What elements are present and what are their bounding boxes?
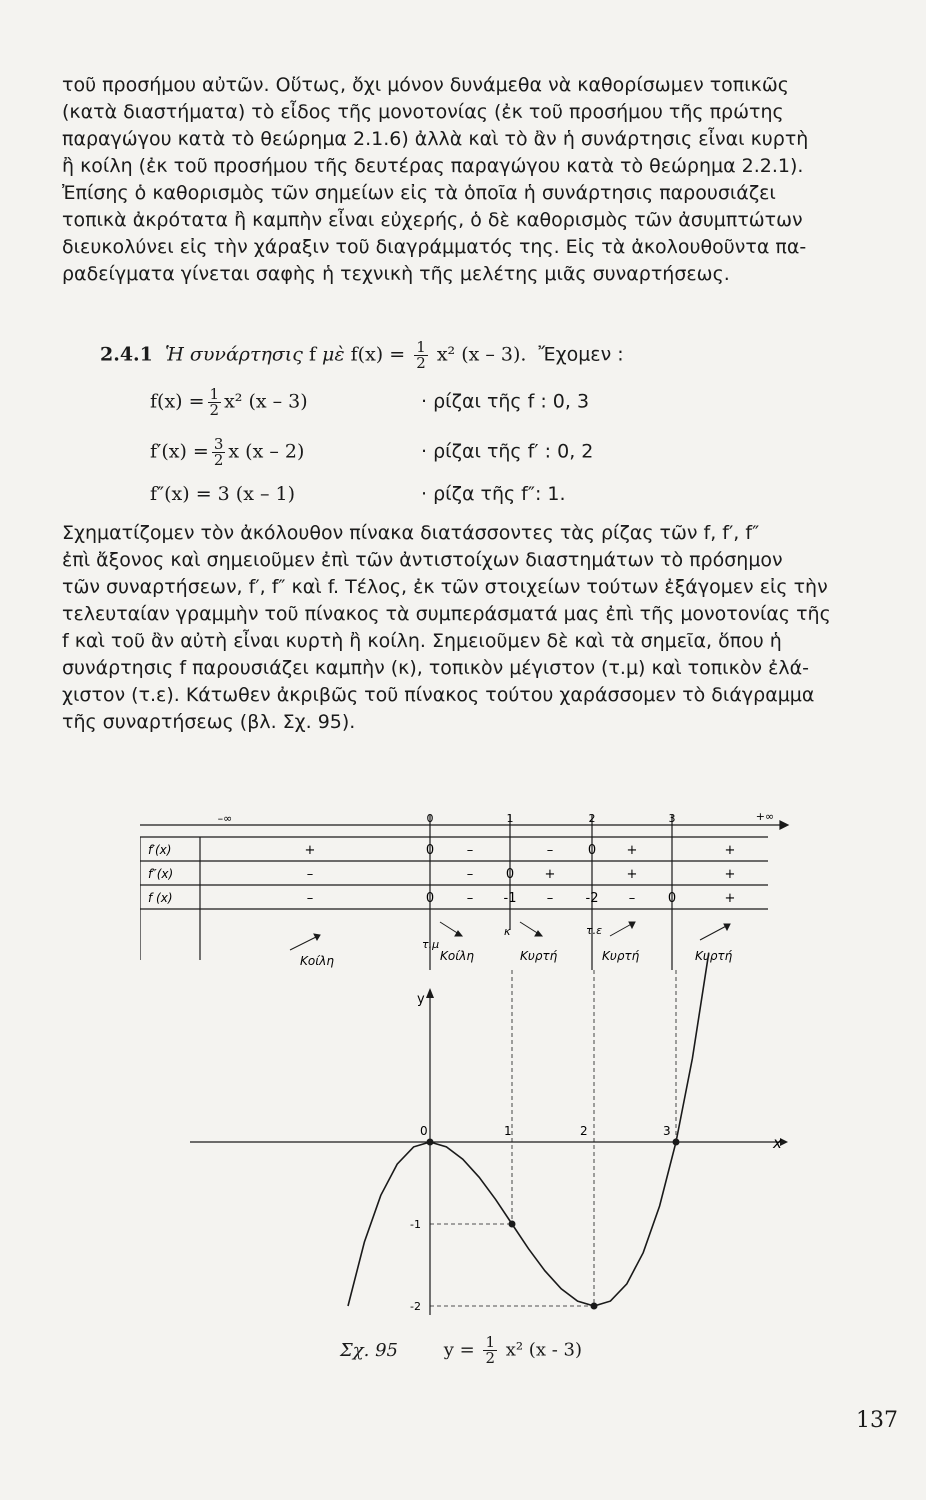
axis-arrow bbox=[780, 821, 788, 829]
text-line: f καὶ τοῦ ἂν αὐτὴ εἶναι κυρτὴ ἢ κοίλη. Σημειοῦμεν δὲ καὶ τὰ σημεῖα, ὅπου ἡ bbox=[62, 630, 782, 652]
svg-text:–: – bbox=[546, 843, 554, 858]
conclusions bbox=[300, 949, 733, 968]
svg-text:+: + bbox=[724, 867, 736, 882]
row-fprime bbox=[305, 843, 736, 858]
marked-point bbox=[673, 1139, 680, 1146]
axis-label-2: 2 bbox=[588, 812, 596, 825]
example-with: μὲ bbox=[322, 343, 345, 366]
x-tick-1: 1 bbox=[504, 1124, 512, 1138]
caption-expr: x² (x - 3) bbox=[505, 1339, 582, 1361]
svg-text:–: – bbox=[466, 843, 474, 858]
example-fx: f(x) = bbox=[350, 343, 406, 366]
equation-fprime: f′(x) = $\frac{3}{2}$ x (x – 2) · ρίζαι τῆς f′ : 0, 2 bbox=[150, 435, 594, 469]
svg-text:0: 0 bbox=[667, 891, 677, 906]
example-echomen: Ἔχομεν : bbox=[538, 343, 624, 366]
equation-f: f(x) = $\frac{1}{2}$ x² (x – 3) · ρίζαι τῆς f : 0, 3 bbox=[150, 385, 590, 419]
example-heading bbox=[100, 340, 624, 371]
row-f bbox=[307, 891, 736, 906]
example-expr: x² (x – 3). bbox=[436, 343, 527, 366]
svg-text:0: 0 bbox=[425, 891, 435, 906]
figure-caption bbox=[340, 1335, 582, 1366]
svg-text:–: – bbox=[306, 867, 314, 882]
marked-point bbox=[509, 1221, 516, 1228]
y-axis-arrow bbox=[426, 988, 434, 998]
paragraph-1 bbox=[62, 72, 894, 288]
svg-text:+: + bbox=[724, 843, 736, 858]
paragraph-2 bbox=[62, 520, 894, 736]
caption-y: y = bbox=[443, 1339, 475, 1361]
svg-text:0: 0 bbox=[425, 843, 435, 858]
row-label-fprime: f′(x) bbox=[148, 843, 172, 857]
y-tick-minus1: -1 bbox=[410, 1218, 421, 1231]
svg-text:Κυρτή: Κυρτή bbox=[520, 949, 558, 963]
text-line: συνάρτησις f παρουσιάζει καμπὴν (κ), τοπικὸν μέγιστον (τ.μ) καὶ τοπικὸν ἐλά- bbox=[62, 657, 809, 679]
curve-line bbox=[348, 953, 709, 1306]
svg-text:+: + bbox=[626, 867, 638, 882]
svg-text:+: + bbox=[304, 843, 316, 858]
row-label-f: f (x) bbox=[148, 891, 173, 905]
x-tick-3: 3 bbox=[663, 1124, 671, 1138]
roots-fprime: · ρίζαι τῆς f′ : 0, 2 bbox=[421, 440, 594, 463]
roots-fsecond: · ρίζα τῆς f″: 1. bbox=[421, 483, 566, 505]
example-fraction: $\frac{1}{2}$ bbox=[416, 338, 426, 372]
axis-label-0: 0 bbox=[426, 812, 434, 825]
text-line: τελευταίαν γραμμὴν τοῦ πίνακος τὰ συμπεράσματά μας ἐπὶ τῆς μονοτονίας τῆς bbox=[62, 603, 831, 625]
svg-text:+: + bbox=[544, 867, 556, 882]
text-line: Ἐπίσης ὁ καθορισμὸς τῶν σημείων εἰς τὰ ὁποῖα ἡ συνάρτησις παρουσιάζει bbox=[62, 182, 776, 204]
text-line: ἢ κοίλη (ἐκ τοῦ προσήμου τῆς δευτέρας παραγώγου κατὰ τὸ θεώρημα 2.2.1). bbox=[62, 155, 804, 177]
x-axis-label: x bbox=[773, 1134, 782, 1152]
svg-text:+: + bbox=[626, 843, 638, 858]
y-tick-minus2: -2 bbox=[410, 1300, 421, 1313]
row-label-fsecond: f″(x) bbox=[148, 867, 174, 881]
svg-text:Κοίλη: Κοίλη bbox=[300, 954, 334, 968]
svg-text:κ: κ bbox=[504, 925, 511, 938]
marked-point bbox=[591, 1303, 598, 1310]
table-axis-labels bbox=[218, 810, 775, 825]
text-line: τοπικὰ ἀκρότατα ἢ καμπὴν εἶναι εὐχερής, ὁ δὲ καθορισμὸς τῶν ἀσυμπτώτων bbox=[62, 209, 803, 231]
svg-text:+: + bbox=[724, 891, 736, 906]
x-tick-0: 0 bbox=[420, 1124, 428, 1138]
caption-fraction: $\frac{1}{2}$ bbox=[485, 1333, 495, 1367]
svg-text:-2: -2 bbox=[585, 891, 599, 906]
guide-lines bbox=[430, 970, 676, 1306]
example-title: Ἡ συνάρτησις bbox=[164, 343, 303, 366]
text-line: διευκολύνει εἰς τὴν χάραξιν τοῦ διαγράμματός της. Εἰς τὰ ἀκολουθοῦντα πα- bbox=[62, 236, 807, 258]
text-line: τῆς συναρτήσεως (βλ. Σχ. 95). bbox=[62, 711, 356, 733]
axis-label-pos-inf: +∞ bbox=[755, 810, 775, 823]
svg-text:–: – bbox=[466, 867, 474, 882]
row-labels bbox=[148, 843, 173, 905]
svg-text:τ.μ: τ.μ bbox=[422, 938, 440, 951]
func-prefix: f bbox=[308, 343, 316, 366]
caption-label: Σχ. 95 bbox=[340, 1339, 398, 1361]
svg-text:Κυρτή: Κυρτή bbox=[695, 949, 733, 963]
svg-text:–: – bbox=[628, 891, 636, 906]
svg-text:–: – bbox=[306, 891, 314, 906]
y-axis-label: y bbox=[417, 992, 425, 1007]
marked-point bbox=[427, 1139, 434, 1146]
text-line: χιστον (τ.ε). Κάτωθεν ἀκριβῶς τοῦ πίνακος τούτου χαράσσομεν τὸ διάγραμμα bbox=[62, 684, 815, 706]
equation-fsecond: f″(x) = 3 (x – 1) · ρίζα τῆς f″: 1. bbox=[150, 483, 566, 505]
row-fsecond bbox=[307, 867, 736, 882]
svg-text:–: – bbox=[466, 891, 474, 906]
figure-95 bbox=[140, 810, 790, 1330]
text-line: τοῦ προσήμου αὐτῶν. Οὕτως, ὄχι μόνον δυνάμεθα νὰ καθορίσωμεν τοπικῶς bbox=[62, 74, 789, 96]
svg-text:τ.ε: τ.ε bbox=[586, 924, 603, 937]
x-tick-2: 2 bbox=[580, 1124, 588, 1138]
text-line: (κατὰ διαστήματα) τὸ εἶδος τῆς μονοτονίας (ἐκ τοῦ προσήμου τῆς πρώτης bbox=[62, 101, 784, 123]
svg-text:0: 0 bbox=[587, 843, 597, 858]
svg-text:–: – bbox=[546, 891, 554, 906]
axis-label-neg-inf: –∞ bbox=[217, 812, 233, 825]
function-graph bbox=[190, 953, 788, 1315]
roots-f: · ρίζαι τῆς f : 0, 3 bbox=[421, 390, 590, 413]
text-line: παραγώγου κατὰ τὸ θεώρημα 2.1.6) ἀλλὰ καὶ τὸ ἂν ἡ συνάρτησις εἶναι κυρτὴ bbox=[62, 128, 809, 150]
text-line: τῶν συναρτήσεων, f′, f″ καὶ f. Τέλος, ἐκ τῶν στοιχείων τούτων ἐξάγομεν εἰς τὴν bbox=[62, 576, 828, 598]
svg-text:Κοίλη: Κοίλη bbox=[440, 949, 474, 963]
axis-label-1: 1 bbox=[506, 812, 514, 825]
text-line: Σχηματίζομεν τὸν ἀκόλουθον πίνακα διατάσσοντες τὰς ρίζας τῶν f, f′, f″ bbox=[62, 522, 760, 544]
axis-label-3: 3 bbox=[668, 812, 676, 825]
sign-table bbox=[140, 815, 788, 970]
text-line: ραδείγματα γίνεται σαφὴς ἡ τεχνικὴ τῆς μελέτης μιᾶς συναρτήσεως. bbox=[62, 263, 730, 285]
svg-text:Κυρτή: Κυρτή bbox=[602, 949, 640, 963]
page-number: 137 bbox=[856, 1408, 898, 1433]
example-number: 2.4.1 bbox=[100, 343, 153, 366]
svg-text:-1: -1 bbox=[503, 891, 517, 906]
marked-points bbox=[427, 1139, 680, 1310]
text-line: ἐπὶ ἄξονος καὶ σημειοῦμεν ἐπὶ τῶν ἀντιστοίχων διαστημάτων τὸ πρόσημον bbox=[62, 549, 783, 571]
svg-text:0: 0 bbox=[505, 867, 515, 882]
